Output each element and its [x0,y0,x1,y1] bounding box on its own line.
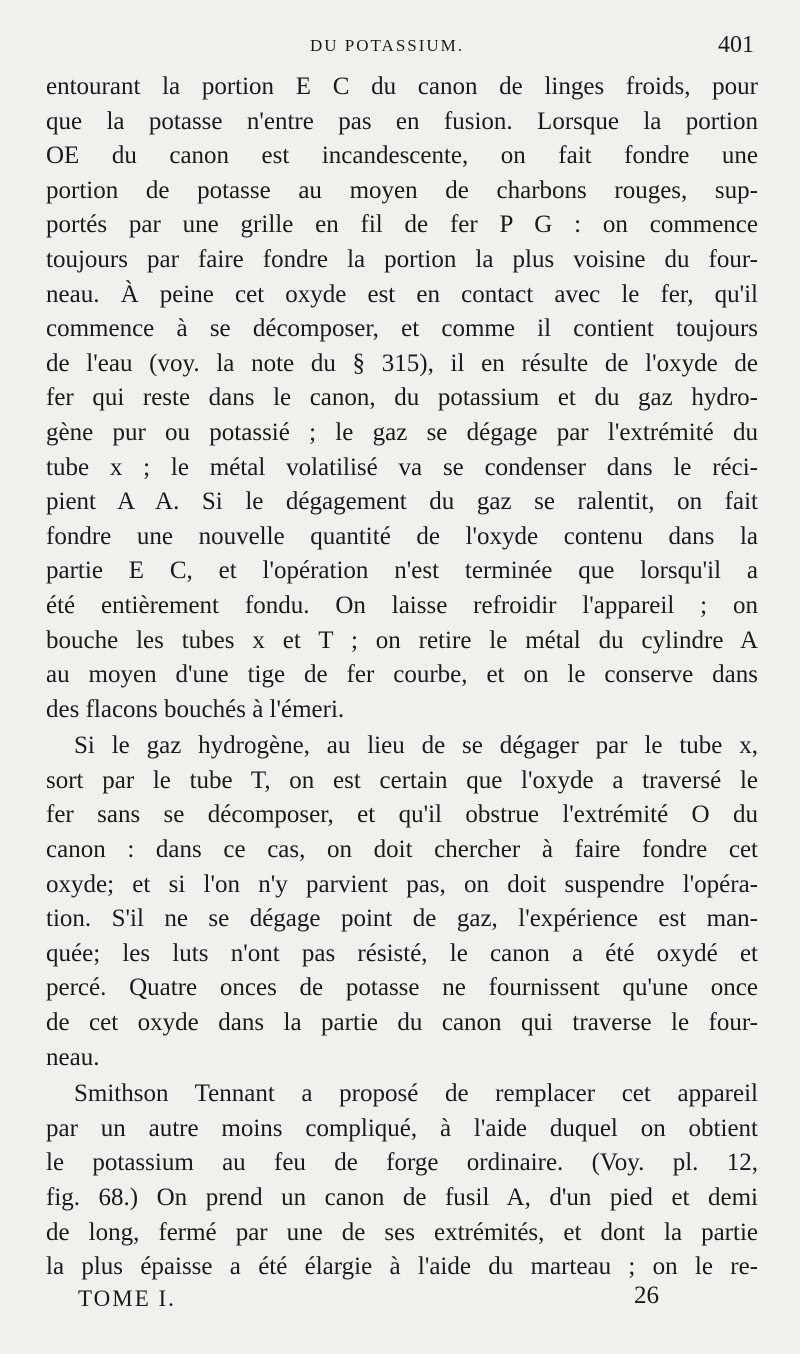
page-number: 401 [718,32,754,58]
text-line: toujours par faire fondre la portion la plus voisine du four- [46,245,758,273]
signature-mark: 26 [634,1282,659,1309]
text-line: au moyen d'une tige de fer courbe, et on le conserve dans [46,661,758,689]
text-line: entourant la portion E C du canon de linges froids, pour [46,73,758,100]
paragraph [46,1077,758,1285]
text-line: la plus épaisse a été élargie à l'aide du marteau ; on le re- [46,1253,758,1281]
text-line: par un autre moins compliqué, à l'aide duquel on obtient [46,1114,758,1142]
page-header [0,32,800,62]
text-line: partie E C, et l'opération n'est terminée que lorsqu'il a [46,557,758,585]
body-text [46,70,758,1285]
text-line: de l'eau (voy. la note du § 315), il en résulte de l'oxyde de [46,349,758,377]
text-line: Si le gaz hydrogène, au lieu de se dégager par le tube x, [74,732,758,760]
paragraph [46,729,758,1075]
text-line: Smithson Tennant a proposé de remplacer cet appareil [74,1080,758,1108]
text-line: bouche les tubes x et T ; on retire le métal du cylindre A [46,626,758,654]
text-line: sort par le tube T, on est certain que l'oxyde a traversé le [46,766,758,794]
text-line: fig. 68.) On prend un canon de fusil A, d'un pied et demi [46,1184,758,1211]
text-line: que la potasse n'entre pas en fusion. Lorsque la portion [46,107,758,135]
text-line: de long, fermé par une de ses extrémités, et dont la partie [46,1218,758,1246]
text-line: neau. [46,1043,100,1071]
page-footer [0,1282,800,1316]
text-line: quée; les luts n'ont pas résisté, le canon a été oxydé et [46,939,758,967]
text-line: canon : dans ce cas, on doit chercher à faire fondre cet [46,836,758,864]
text-line: des flacons bouchés à l'émeri. [46,695,345,723]
text-line: été entièrement fondu. On laisse refroidir l'appareil ; on [46,591,758,619]
text-line: fer sans se décomposer, et qu'il obstrue l'extrémité O du [46,801,758,829]
text-line: OE du canon est incandescente, on fait fondre une [46,142,758,170]
text-line: le potassium au feu de forge ordinaire. (Voy. pl. 12, [46,1149,758,1177]
text-line: gène pur ou potassié ; le gaz se dégage par l'extrémité du [46,418,758,446]
text-line: neau. À peine cet oxyde est en contact avec le fer, qu'il [46,280,758,308]
text-line: portion de potasse au moyen de charbons rouges, sup- [46,176,758,204]
text-line: pient A A. Si le dégagement du gaz se ralentit, on fait [46,488,758,516]
text-line: de cet oxyde dans la partie du canon qui traverse le four- [46,1009,758,1037]
running-title: DU POTASSIUM. [310,36,465,55]
text-line: commence à se décomposer, et comme il contient toujours [46,315,758,343]
text-line: fer qui reste dans le canon, du potassium et du gaz hydro- [46,384,758,412]
text-line: percé. Quatre onces de potasse ne fournissent qu'une once [46,974,758,1002]
text-line: portés par une grille en fil de fer P G : on commence [46,211,758,239]
text-line: fondre une nouvelle quantité de l'oxyde contenu dans la [46,522,758,550]
text-line: oxyde; et si l'on n'y parvient pas, on doit suspendre l'opéra- [46,870,758,898]
text-line: tion. S'il ne se dégage point de gaz, l'expérience est man- [46,905,758,933]
paragraph [46,70,758,727]
volume-label: TOME I. [78,1286,176,1311]
text-line: tube x ; le métal volatilisé va se condenser dans le réci- [46,453,758,481]
